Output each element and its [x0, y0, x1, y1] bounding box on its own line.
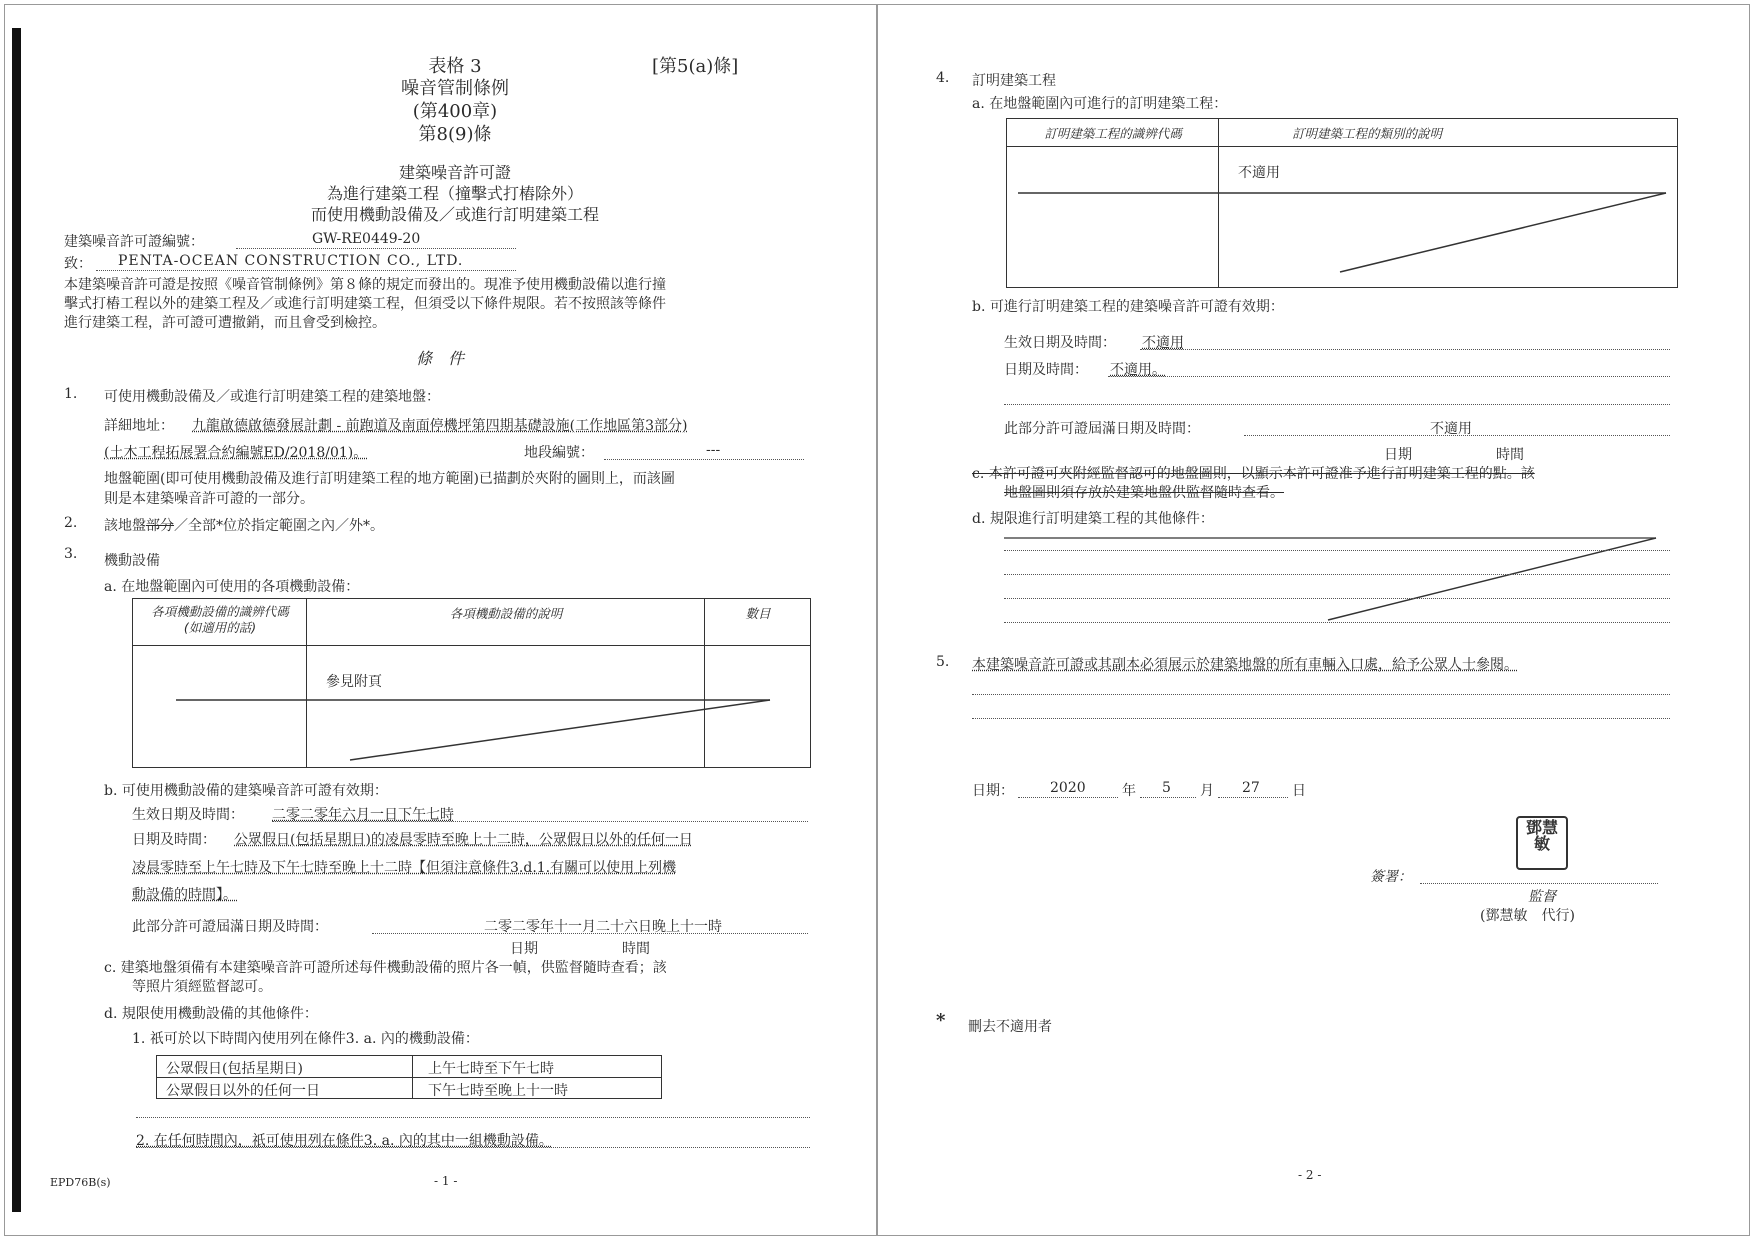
page-number-2: - 2 -	[1298, 1168, 1322, 1182]
year-value: 2020	[1050, 780, 1086, 796]
address-line-2: (土木工程拓展署合約編號ED/2018/01)。	[104, 445, 368, 461]
site-line-1: 地盤範圍(即可使用機動設備及進行訂明建築工程的地方範圍)已描劃於夾附的圖則上，而該圖	[104, 471, 675, 487]
on-behalf-text: (鄧慧敏 代行)	[1480, 908, 1575, 924]
form-number: 表格 3	[428, 56, 482, 77]
recipient-label: 致：	[64, 256, 92, 272]
chapter-number: (第400章)	[412, 101, 498, 122]
delete-note: 刪去不適用者	[968, 1019, 1052, 1035]
condition-4-number: 4.	[936, 70, 950, 86]
date-caption: 日期	[510, 941, 538, 957]
condition-4d-text: d. 規限進行訂明建築工程的其他條件：	[972, 511, 1214, 527]
condition-3d1-text: 1. 祇可於以下時間內使用列在條件3. a. 內的機動設備：	[132, 1031, 479, 1047]
effective-date-label: 生效日期及時間：	[132, 807, 244, 823]
condition-2-text: 該地盤部分／全部*位於指定範圍之內／外*。	[104, 518, 384, 534]
works-code-header: 訂明建築工程的識辨代碼	[1044, 126, 1182, 141]
date-label: 日期：	[972, 783, 1014, 799]
time-caption: 時間	[622, 941, 650, 957]
condition-1-text: 可使用機動設備及／或進行訂明建築工程的建築地盤：	[104, 389, 440, 405]
works-description-header: 訂明建築工程的類別的說明	[1292, 126, 1443, 141]
permit-number-label: 建築噪音許可證編號：	[64, 234, 204, 250]
intro-line-1: 本建築噪音許可證是按照《噪音管制條例》第８條的規定而發出的。現准予使用機動設備以進行撞	[64, 277, 666, 293]
intro-line-2: 擊式打樁工程以外的建築工程及／或進行訂明建築工程，但須受以下條件規限。若不按照該等條件	[64, 296, 666, 312]
recipient-name: PENTA-OCEAN CONSTRUCTION CO., LTD.	[118, 253, 464, 269]
condition-4-text: 訂明建築工程	[972, 73, 1056, 89]
works-date-caption: 日期	[1384, 447, 1412, 463]
permit-title-1: 建築噪音許可證	[398, 163, 511, 182]
month-unit: 月	[1200, 783, 1214, 799]
equipment-description-header: 各項機動設備的說明	[449, 606, 563, 621]
condition-3c-line-1: c. 建築地盤須備有本建築噪音許可證所述每件機動設備的照片各一幀，供監督隨時查看；該	[104, 960, 667, 976]
lot-value: ---	[706, 442, 721, 458]
date-time-label: 日期及時間：	[132, 832, 216, 848]
works-expiry-label: 此部分許可證屆滿日期及時間：	[1004, 421, 1200, 437]
condition-5-text: 本建築噪音許可證或其副本必須展示於建築地盤的所有車輛入口處，給予公眾人士參閱。	[972, 657, 1518, 673]
condition-4b-text: b. 可進行訂明建築工程的建築噪音許可證有效期：	[972, 299, 1284, 315]
date-time-line-3: 動設備的時間】。	[132, 887, 237, 903]
page-number-1: - 1 -	[434, 1174, 458, 1188]
works-not-applicable: 不適用	[1238, 165, 1280, 181]
lot-label: 地段編號：	[524, 445, 594, 461]
day-value: 27	[1242, 780, 1260, 796]
effective-date-value: 二零二零年六月一日下午七時	[272, 807, 454, 823]
condition-3c-line-2: 等照片須經監督認可。	[132, 979, 272, 995]
year-unit: 年	[1122, 783, 1136, 799]
authority-label: 監督	[1528, 889, 1556, 905]
condition-2-number: 2.	[64, 515, 78, 531]
ordinance-title: 噪音管制條例	[401, 78, 509, 99]
address-line-1: 九龍啟德啟德發展計劃 - 前跑道及南面停機坪第四期基礎設施(工作地區第3部分)	[192, 418, 688, 434]
condition-5-number: 5.	[936, 654, 950, 670]
see-annex-text: 參見附頁	[326, 674, 382, 690]
section-number: 第8(9)條	[418, 124, 492, 145]
works-time-caption: 時間	[1496, 447, 1524, 463]
form-code: EPD76B(s)	[50, 1176, 111, 1189]
conditions-heading: 條 件	[415, 349, 464, 368]
date-time-line-1: 公眾假日(包括星期日)的凌晨零時至晚上十二時，公眾假日以外的任何一日	[234, 832, 693, 848]
permit-title-2: 為進行建築工程（撞擊式打樁除外）	[326, 184, 583, 203]
works-effective-label: 生效日期及時間：	[1004, 335, 1116, 351]
condition-1-number: 1.	[64, 386, 78, 402]
prescribed-works-table	[1006, 118, 1678, 288]
works-expiry-value: 不適用	[1430, 421, 1472, 437]
section-reference: [第5(a)條]	[652, 56, 739, 77]
permit-title-3: 而使用機動設備及／或進行訂明建築工程	[310, 205, 599, 224]
expiry-value: 二零二零年十一月二十六日晚上十一時	[484, 919, 722, 935]
official-seal: 鄧慧敏	[1516, 816, 1568, 870]
condition-3a-text: a. 在地盤範圍內可使用的各項機動設備：	[104, 579, 360, 595]
signature-label: 簽署：	[1370, 869, 1412, 885]
schedule-row-1-day: 公眾假日(包括星期日)	[166, 1061, 303, 1077]
condition-3-number: 3.	[64, 546, 78, 562]
condition-4a-text: a. 在地盤範圍內可進行的訂明建築工程：	[972, 96, 1228, 112]
condition-3d2-text: 2. 在任何時間內，祇可使用列在條件3. a. 內的其中一組機動設備。	[136, 1133, 553, 1149]
address-label: 詳細地址：	[104, 418, 174, 434]
schedule-row-2-hours: 下午七時至晚上十一時	[428, 1083, 568, 1099]
binding-bar	[12, 28, 21, 1212]
condition-3d-text: d. 規限使用機動設備的其他條件：	[104, 1006, 318, 1022]
equipment-quantity-header: 數目	[745, 606, 771, 621]
site-line-2: 則是本建築噪音許可證的一部分。	[104, 491, 314, 507]
works-date-time-value: 不適用。	[1110, 362, 1166, 378]
schedule-row-1-hours: 上午七時至下午七時	[428, 1061, 554, 1077]
works-date-time-label: 日期及時間：	[1004, 362, 1088, 378]
equipment-code-header: 各項機動設備的識辨代碼 (如適用的話)	[151, 604, 289, 635]
permit-number: GW-RE0449-20	[312, 231, 421, 247]
month-value: 5	[1162, 780, 1171, 796]
asterisk-mark: *	[936, 1010, 946, 1031]
condition-4c-line-1: c. 本許可證可夾附經監督認可的地盤圖則，以顯示本許可證准予進行訂明建築工程的點。該	[972, 466, 1535, 482]
schedule-row-2-day: 公眾假日以外的任何一日	[166, 1083, 320, 1099]
condition-4c-line-2: 地盤圖則須存放於建築地盤供監督隨時查看。	[1004, 485, 1284, 501]
date-time-line-2: 凌晨零時至上午七時及下午七時至晚上十二時【但須注意條件3.d.1.有關可以使用上列機	[132, 860, 677, 876]
condition-3b-text: b. 可使用機動設備的建築噪音許可證有效期：	[104, 783, 388, 799]
expiry-label: 此部分許可證屆滿日期及時間：	[132, 919, 328, 935]
condition-3-text: 機動設備	[104, 553, 160, 569]
day-unit: 日	[1292, 783, 1306, 799]
intro-line-3: 進行建築工程，許可證可遭撤銷，而且會受到檢控。	[64, 315, 386, 331]
works-effective-value: 不適用	[1142, 335, 1184, 351]
